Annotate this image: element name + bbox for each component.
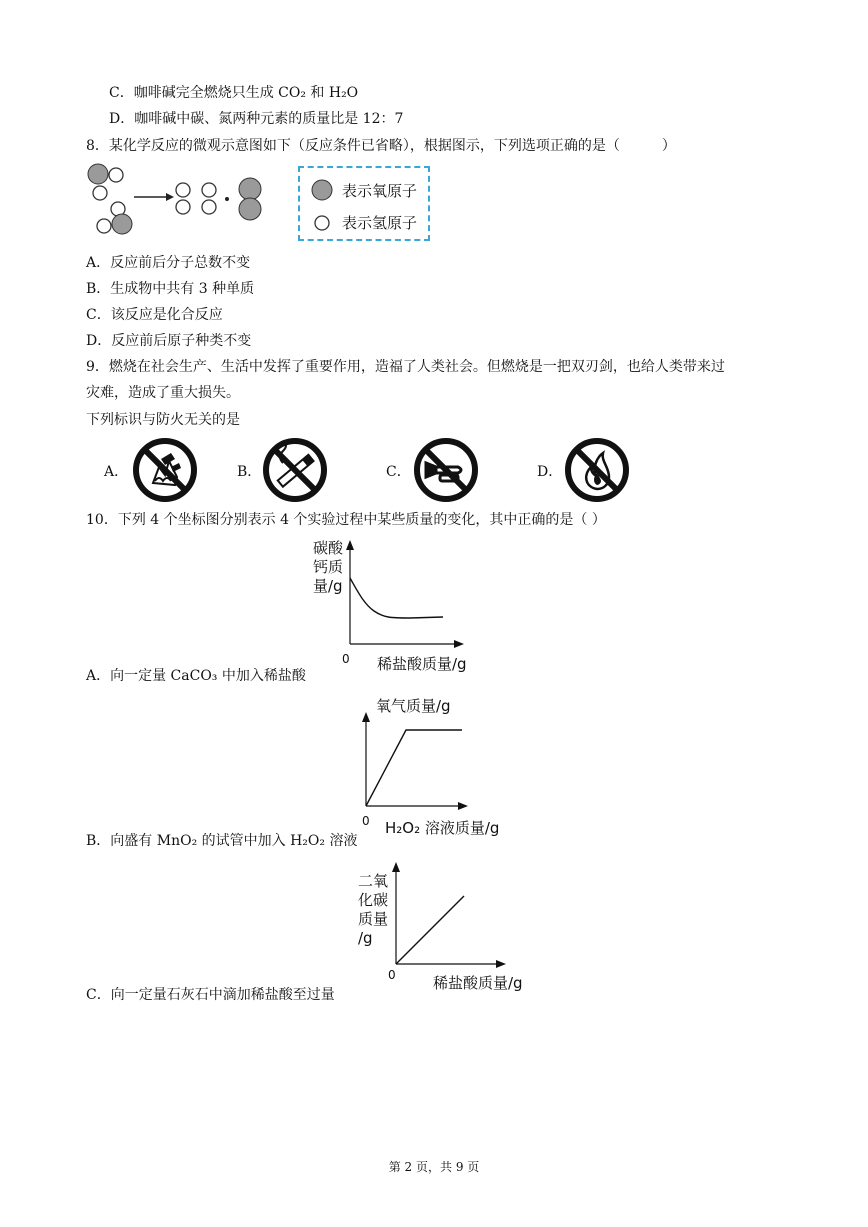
- graph-c-ylabel-4: /g: [358, 929, 373, 947]
- q8-stem: 8．某化学反应的微观示意图如下（反应条件已省略），根据图示，下列选项正确的是（ ）: [86, 138, 676, 154]
- hydrogen-atom-icon: [310, 213, 334, 233]
- q7-option-c: C．咖啡碱完全燃烧只生成 CO₂ 和 H₂O: [109, 85, 359, 101]
- graph-c-ylabel-1: 二氧: [358, 872, 389, 890]
- oxygen-atom-icon: [310, 178, 334, 202]
- q8-option-d: D．反应前后原子种类不变: [86, 333, 252, 349]
- q8-option-b: B．生成物中共有 3 种单质: [86, 281, 255, 297]
- graph-c-ylabel-3: 质量: [358, 910, 389, 928]
- graph-a-ylabel-2: 钙质: [313, 558, 344, 576]
- q9-option-b-label: B．: [237, 464, 262, 480]
- no-burning-icon: [131, 437, 199, 503]
- q9-stem-line2: 灾难，造成了重大损失。: [86, 385, 240, 401]
- reactant-h2o-molecule-1: [88, 164, 123, 200]
- q7-option-d: D．咖啡碱中碳、氮两种元素的质量比是 12：7: [109, 111, 404, 127]
- reaction-arrow: [134, 193, 174, 201]
- q9-option-a-label: A．: [104, 464, 129, 480]
- graph-a-ylabel-3: 量/g: [313, 577, 343, 595]
- graph-b-curve: [366, 730, 462, 806]
- graph-a-origin: 0: [342, 652, 350, 666]
- q9-stem-line3: 下列标识与防火无关的是: [86, 412, 240, 428]
- q9-stem-line1: 9．燃烧在社会生产、生活中发挥了重要作用，造福了人类社会。但燃烧是一把双刃剑，也给人类带来过: [86, 359, 725, 375]
- graph-b-origin: 0: [362, 814, 370, 828]
- graph-a-curve: [350, 578, 443, 618]
- reactant-h2o-molecule-2: [97, 202, 132, 234]
- q9-option-c-label: C．: [386, 464, 411, 480]
- graph-b-ylabel: 氧气质量/g: [376, 697, 451, 715]
- graph-b-caption: B．向盛有 MnO₂ 的试管中加入 H₂O₂ 溶液: [86, 833, 358, 849]
- q8-option-a: A．反应前后分子总数不变: [86, 255, 251, 271]
- graph-c-origin: 0: [388, 968, 396, 982]
- page-footer: 第 2 页，共 9 页: [388, 1160, 480, 1174]
- graph-c-xlabel: 稀盐酸质量/g: [433, 974, 523, 992]
- reaction-diagram: [82, 160, 282, 250]
- atom-legend: [298, 166, 430, 241]
- graph-a-ylabel-1: 碳酸: [313, 539, 344, 557]
- separator-dot: [225, 197, 229, 201]
- product-o2-molecule: [239, 178, 261, 220]
- legend-hydrogen-label: 表示氢原子: [342, 214, 418, 232]
- graph-c-line: [396, 896, 464, 964]
- legend-hydrogen: [310, 212, 417, 233]
- no-honking-icon: [412, 437, 480, 503]
- q8-option-c: C．该反应是化合反应: [86, 307, 223, 323]
- q9-option-d-label: D．: [537, 464, 563, 480]
- graph-b-xlabel: H₂O₂ 溶液质量/g: [385, 819, 500, 837]
- graph-c-caption: C．向一定量石灰石中滴加稀盐酸至过量: [86, 987, 335, 1003]
- legend-oxygen: [310, 178, 417, 202]
- graph-c-ylabel-2: 化碳: [358, 891, 389, 909]
- graph-a-xlabel: 稀盐酸质量/g: [377, 655, 467, 673]
- graph-a-caption: A．向一定量 CaCO₃ 中加入稀盐酸: [86, 668, 306, 684]
- q10-stem: 10．下列 4 个坐标图分别表示 4 个实验过程中某些质量的变化，其中正确的是（ ）: [86, 512, 606, 528]
- product-h2-molecule-2: [202, 183, 216, 214]
- graph-c-plot: [386, 862, 516, 972]
- legend-oxygen-label: 表示氧原子: [342, 181, 418, 200]
- no-smoking-icon: [261, 437, 329, 503]
- product-h2-molecule-1: [176, 183, 190, 214]
- graph-b-plot: [356, 712, 476, 812]
- no-open-flame-icon: [563, 437, 631, 503]
- graph-a-plot: [340, 540, 470, 650]
